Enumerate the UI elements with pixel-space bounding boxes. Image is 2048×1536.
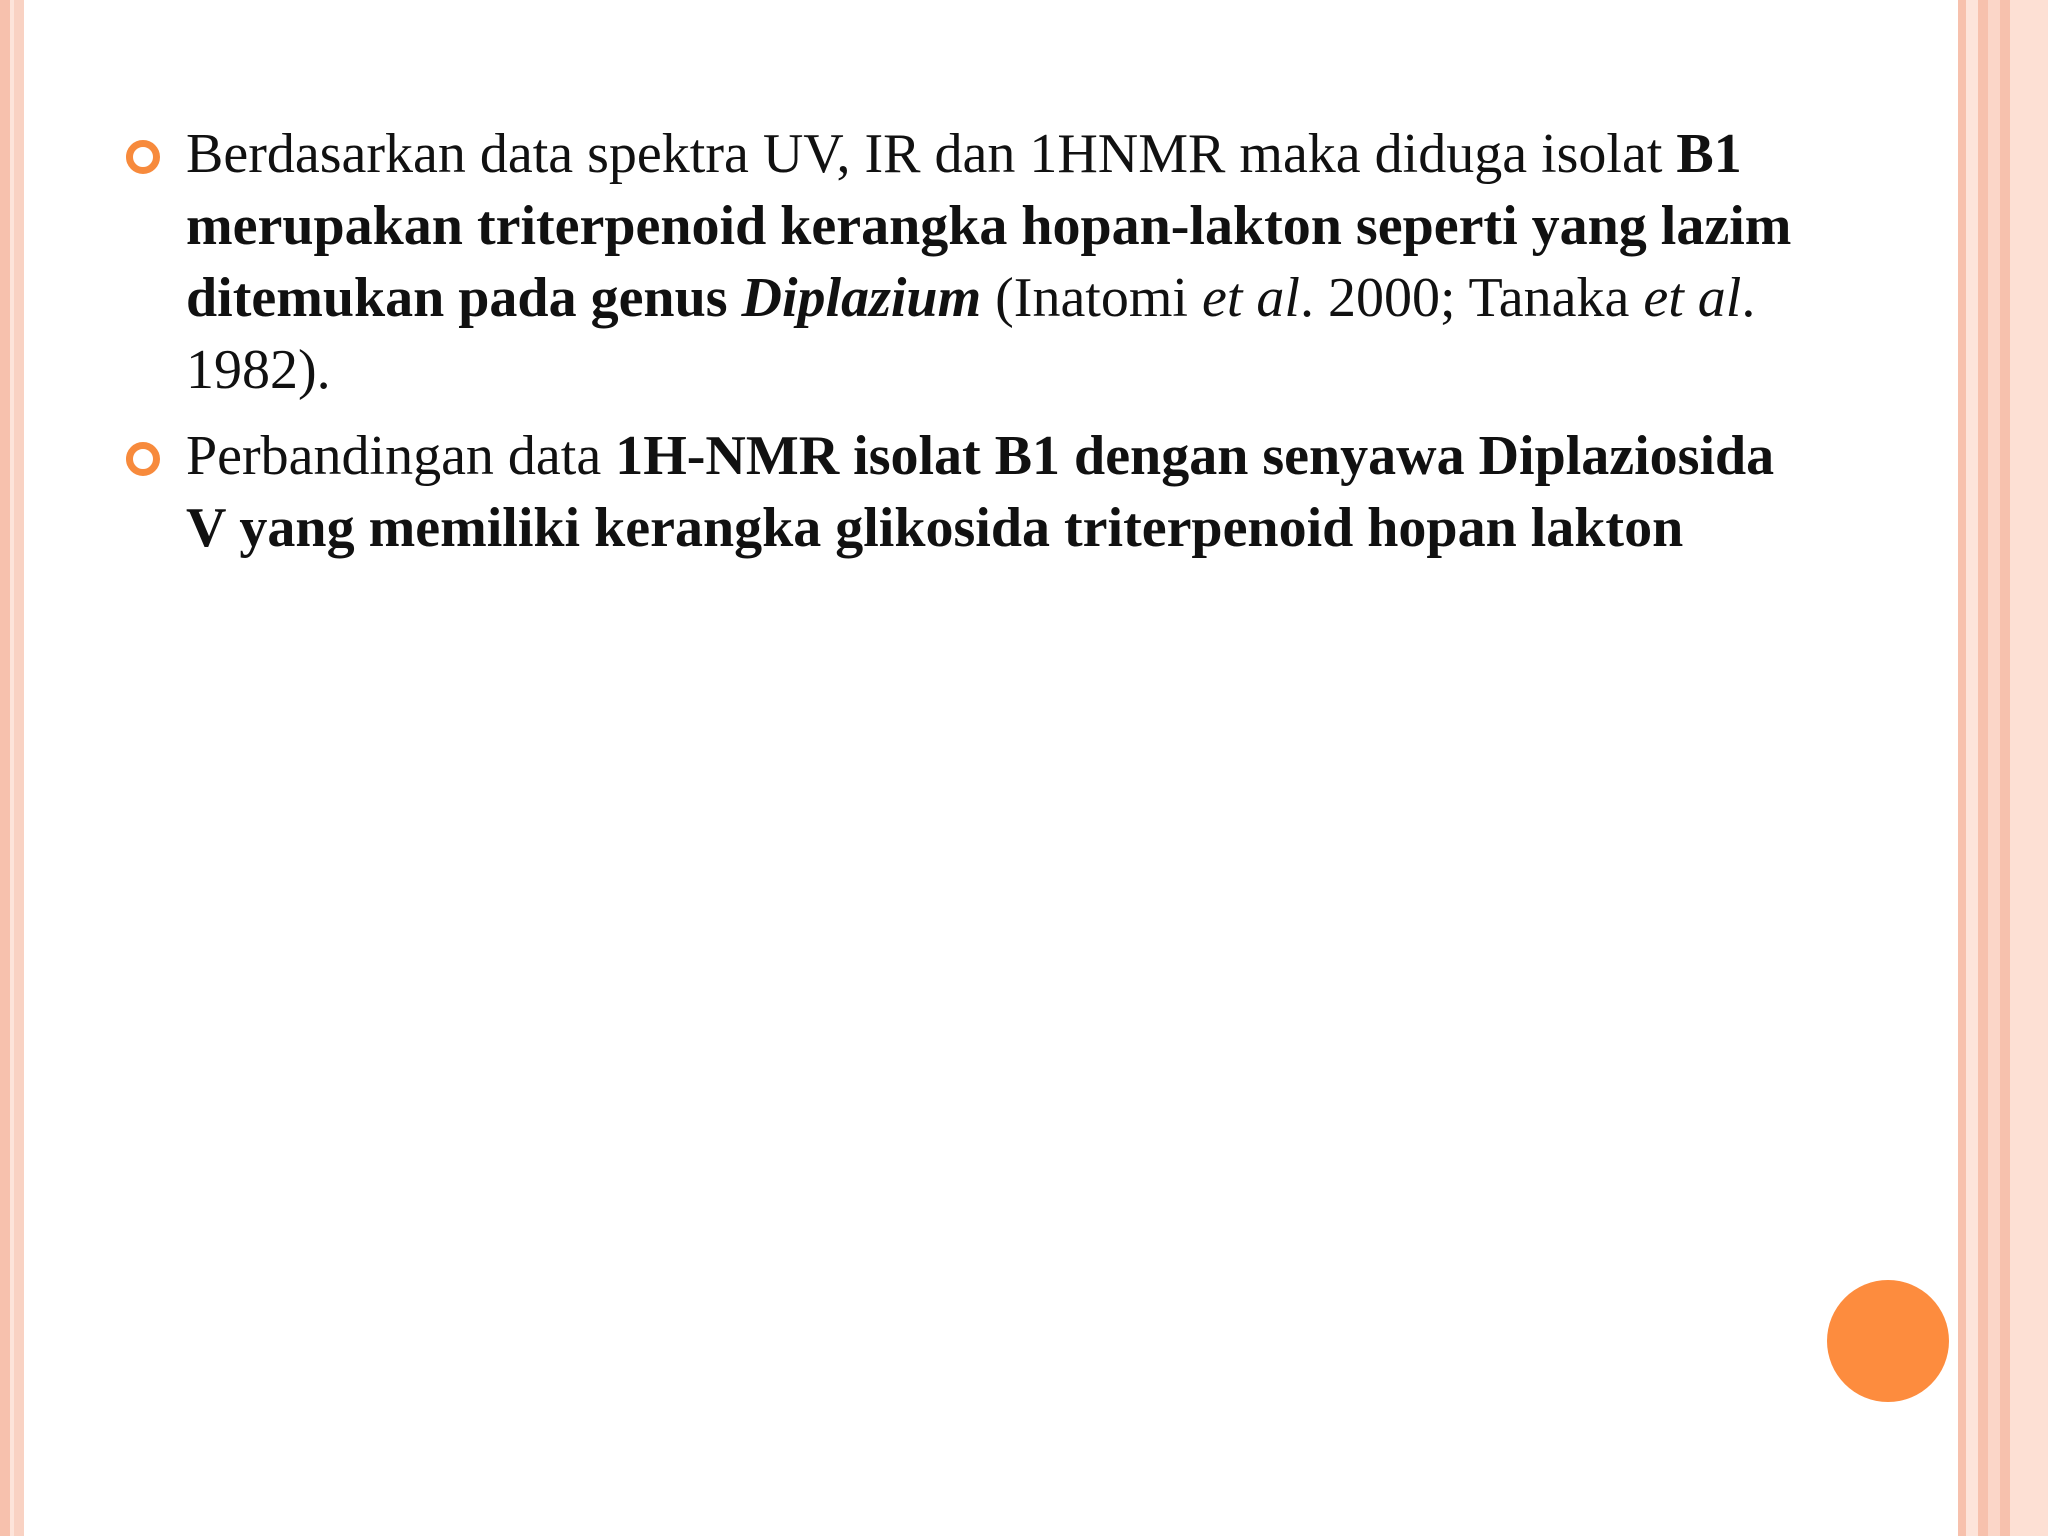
bullet-text-segment: Diplazium (741, 267, 982, 329)
bullet-text-segment: et al (1201, 267, 1300, 329)
bullet-text-segment: (Inatomi (981, 267, 1202, 329)
right-border-stripe (1958, 0, 1966, 1536)
bullet-text-segment: . 1982). (186, 267, 1756, 401)
left-border-stripe (14, 0, 24, 1536)
bullet-text (186, 123, 1791, 401)
right-border-stripe (2000, 0, 2010, 1536)
right-border-stripe (2010, 0, 2048, 1536)
bullet-text-segment: . 2000; Tanaka (1299, 267, 1644, 329)
bullet-item-perbandingan (120, 420, 1800, 564)
hollow-circle-bullet-icon (126, 442, 160, 476)
right-border-stripe (1978, 0, 1988, 1536)
bullet-text-segment: 1H-NMR isolat B1 dengan senyawa Diplaziosida V yang memiliki kerangka glikosida triterpenoid hopan lakton (186, 425, 1775, 559)
bullet-text-segment: B1 merupakan triterpenoid kerangka hopan-lakton seperti yang lazim ditemukan pada genus (186, 123, 1792, 329)
bullet-text-segment: Perbandingan data (186, 425, 616, 487)
bullet-text-segment: Berdasarkan data spektra UV, IR dan 1HNMR maka diduga isolat (186, 123, 1677, 185)
slide-body (120, 118, 1800, 578)
right-border-stripe (1988, 0, 2000, 1536)
decorative-orange-circle (1827, 1280, 1949, 1402)
right-border-stripe (1966, 0, 1978, 1536)
hollow-circle-bullet-icon (126, 140, 160, 174)
left-border-stripe (0, 0, 10, 1536)
bullet-item-hopan-lakton (120, 118, 1800, 406)
bullet-text (186, 425, 1774, 559)
bullet-text-segment: et al (1643, 267, 1742, 329)
